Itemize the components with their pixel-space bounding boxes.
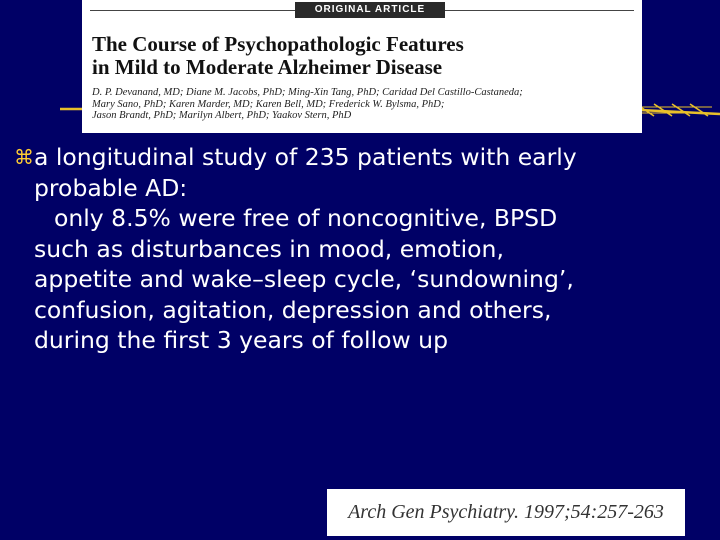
bullet-line: only 8.5% were free of noncognitive, BPSD xyxy=(54,204,558,232)
article-title xyxy=(92,33,632,79)
bullet-line: a longitudinal study of 235 patients with early xyxy=(34,143,577,171)
article-type-tag: ORIGINAL ARTICLE xyxy=(295,2,445,18)
bullet-row xyxy=(14,142,704,356)
bullet-line: probable AD: xyxy=(34,173,188,202)
article-title-line: The Course of Psychopathologic Features xyxy=(92,32,464,56)
bullet-line: such as disturbances in mood, emotion, xyxy=(34,234,504,263)
journal-citation: Arch Gen Psychiatry. 1997;54:257-263 xyxy=(327,489,685,536)
article-title-line: in Mild to Moderate Alzheimer Disease xyxy=(92,55,443,79)
bullet-line: during the first 3 years of follow up xyxy=(34,326,448,354)
bullet-line: confusion, agitation, depression and others, xyxy=(34,295,552,324)
bullet-line: appetite and wake–sleep cycle, ‘sundowning’, xyxy=(34,265,574,293)
author-line: D. P. Devanand, MD; Diane M. Jacobs, PhD; Ming-Xin Tang, PhD; Caridad Del Castillo-Castaneda; xyxy=(92,87,523,98)
z-bullet-icon: ⌘ xyxy=(14,145,34,169)
bullet-text xyxy=(34,142,704,356)
author-line: Mary Sano, PhD; Karen Marder, MD; Karen Bell, MD; Frederick W. Bylsma, PhD; xyxy=(92,98,445,110)
author-line: Jason Brandt, PhD; Marilyn Albert, PhD; Yaakov Stern, PhD xyxy=(92,110,352,121)
article-authors xyxy=(92,87,637,122)
article-header-image xyxy=(82,0,642,133)
bullet-point xyxy=(14,142,704,356)
